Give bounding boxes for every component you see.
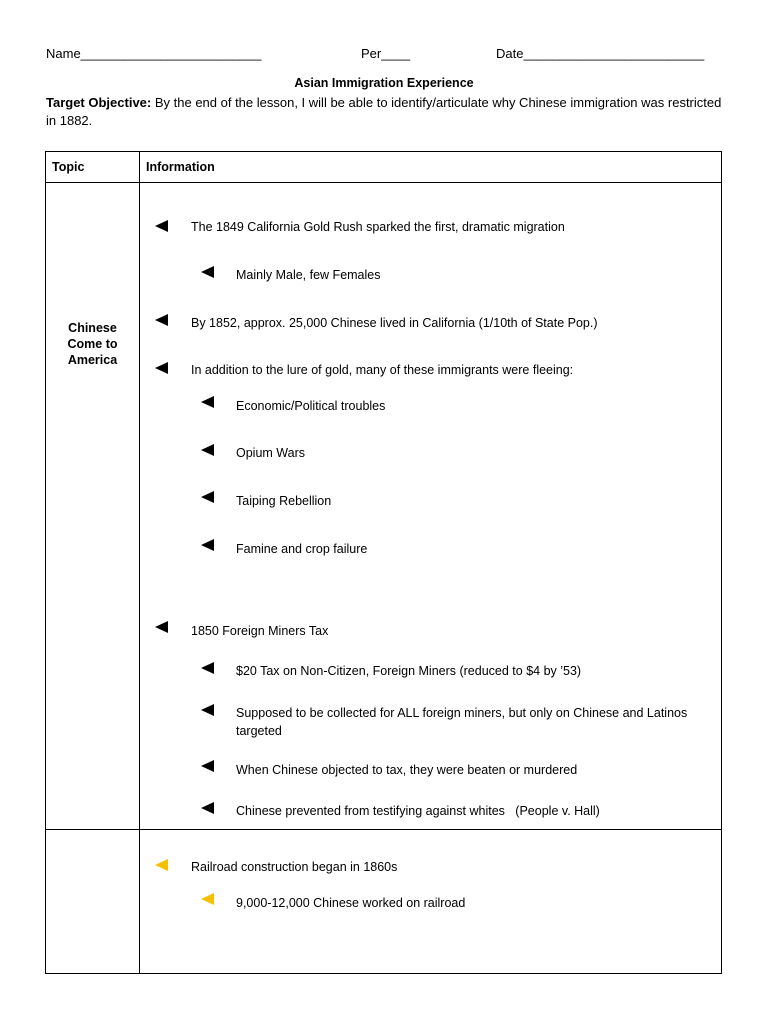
name-field: Name_________________________ bbox=[46, 46, 262, 61]
list-item: Famine and crop failure bbox=[236, 542, 368, 556]
list-item: $20 Tax on Non-Citizen, Foreign Miners (reduced to $4 by ’53) bbox=[236, 664, 582, 678]
left-triangle-icon bbox=[201, 396, 214, 408]
left-triangle-icon bbox=[155, 314, 168, 326]
header-information: Information bbox=[146, 160, 215, 174]
list-item: Railroad construction began in 1860s bbox=[191, 860, 398, 874]
left-triangle-icon bbox=[201, 704, 214, 716]
list-item: When Chinese objected to tax, they were beaten or murdered bbox=[236, 763, 578, 777]
left-triangle-icon bbox=[201, 444, 214, 456]
left-triangle-icon bbox=[155, 621, 168, 633]
list-item: Mainly Male, few Females bbox=[236, 268, 381, 282]
left-triangle-icon bbox=[155, 220, 168, 232]
target-objective bbox=[46, 94, 726, 130]
list-item: In addition to the lure of gold, many of these immigrants were fleeing: bbox=[191, 363, 574, 377]
list-item: By 1852, approx. 25,000 Chinese lived in California (1/10th of State Pop.) bbox=[191, 316, 598, 330]
list-item: Taiping Rebellion bbox=[236, 494, 332, 508]
left-triangle-icon bbox=[201, 539, 214, 551]
left-triangle-icon bbox=[155, 859, 168, 871]
header-topic: Topic bbox=[52, 160, 85, 174]
left-triangle-icon bbox=[201, 491, 214, 503]
list-item: The 1849 California Gold Rush sparked the first, dramatic migration bbox=[191, 220, 565, 234]
header-divider bbox=[46, 182, 721, 183]
left-triangle-icon bbox=[201, 802, 214, 814]
date-field: Date_________________________ bbox=[496, 46, 705, 61]
list-item: Supposed to be collected for ALL foreign miners, but only on Chinese and Latinos targeted bbox=[236, 706, 688, 738]
left-triangle-icon bbox=[155, 362, 168, 374]
list-item: Opium Wars bbox=[236, 446, 305, 460]
row-topic: Chinese Come to America bbox=[67, 321, 118, 367]
info-table bbox=[45, 151, 722, 974]
list-item: 1850 Foreign Miners Tax bbox=[191, 624, 329, 638]
objective-text: By the end of the lesson, I will be able to identify/articulate why Chinese immigration was restricted in 1882. bbox=[46, 95, 722, 128]
list-item: 9,000-12,000 Chinese worked on railroad bbox=[236, 896, 466, 910]
period-field: Per____ bbox=[361, 46, 411, 61]
list-item: Chinese prevented from testifying against whites (People v. Hall) bbox=[236, 804, 600, 818]
left-triangle-icon bbox=[201, 266, 214, 278]
page-title: Asian Immigration Experience bbox=[294, 76, 474, 90]
left-triangle-icon bbox=[201, 760, 214, 772]
list-item: Economic/Political troubles bbox=[236, 399, 386, 413]
left-triangle-icon bbox=[201, 662, 214, 674]
objective-label: Target Objective: bbox=[46, 95, 152, 110]
column-divider bbox=[139, 152, 140, 973]
left-triangle-icon bbox=[201, 893, 214, 905]
row-divider bbox=[46, 829, 721, 830]
